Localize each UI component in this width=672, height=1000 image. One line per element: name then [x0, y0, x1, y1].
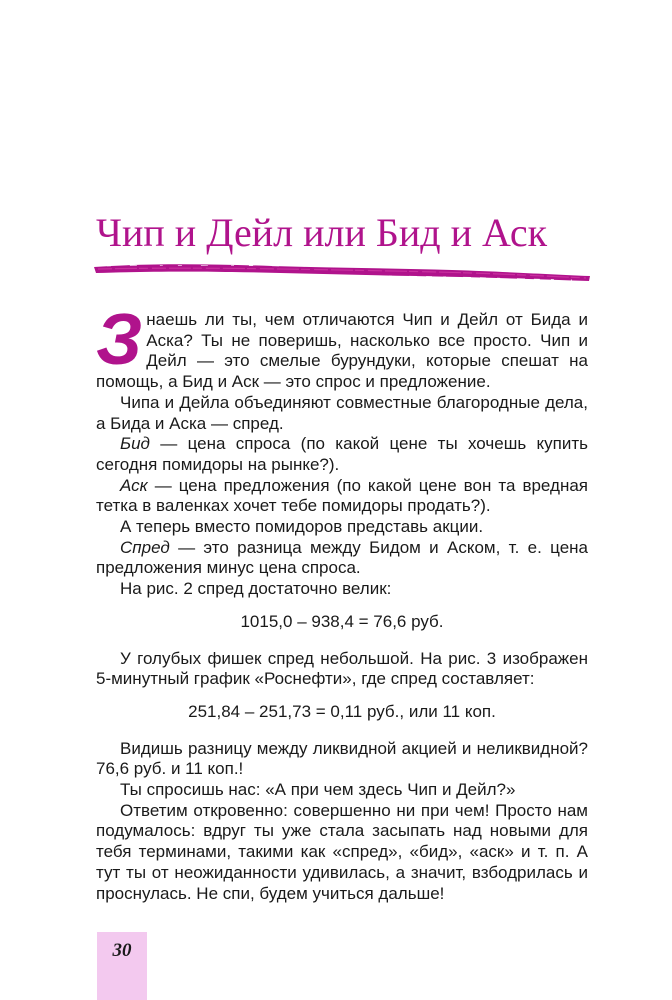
brush-stroke-divider — [92, 258, 592, 286]
paragraph-text: — это разница между Бидом и Аском, т. е. цена предложения минус цена спроса. — [96, 537, 588, 578]
paragraph: Видишь разницу между ликвидной акцией и неликвидной? 76,6 руб. и 11 коп.! — [96, 738, 588, 779]
paragraph-text: — цена предложения (по какой цене вон та вредная тетка в валенках хочет тебе помидоры продать?). — [96, 475, 588, 516]
paragraph-text: — цена спроса (по какой цене ты хочешь купить сегодня помидоры на рынке?). — [96, 434, 588, 474]
paragraph: А теперь вместо помидоров представь акции. — [120, 517, 484, 537]
paragraph-text: наешь ли ты, чем отличаются Чип и Дейл от Бида и Аска? Ты не поверишь, насколько все просто. Чип и Дейл — это смелые бурундуки, которые спешат на помощь, а Бид и Аск — это спрос и предложение. — [96, 310, 588, 392]
paragraph: Чипа и Дейла объединяют совместные благородные дела, а Бида и Аска — спред. — [96, 392, 588, 433]
page-title: Чип и Дейл или Бид и Аск — [96, 210, 548, 255]
formula: 251,84 – 251,73 = 0,11 руб., или 11 коп. — [188, 701, 496, 721]
paragraph: Ответим откровенно: совершенно ни при чем! Просто нам подумалось: вдруг ты уже стала засыпать над новыми для тебя терминами, такими как «спред», «бид», «аск» и т. п. А тут ты от неожиданности удивилась, а значит, взбодрилась и проснулась. Не спи, будем учиться дальше! — [96, 800, 588, 903]
paragraph — [96, 300, 588, 393]
term-bid: Бид — [120, 434, 150, 454]
article-text — [96, 300, 588, 904]
term-ask: Аск — [120, 475, 148, 495]
drop-cap: З — [96, 300, 143, 380]
page-number-box — [97, 932, 147, 1000]
paragraph — [96, 538, 588, 579]
paragraph: На рис. 2 спред достаточно велик: — [120, 579, 392, 599]
paragraph: Ты спросишь нас: «А при чем здесь Чип и Дейл?» — [120, 780, 516, 800]
paragraph — [96, 434, 588, 475]
page-number: 30 — [112, 940, 132, 961]
paragraph: У голубых фишек спред небольшой. На рис. 3 изображен 5-минутный график «Роснефти», где спред составляет: — [96, 648, 588, 689]
formula: 1015,0 – 938,4 = 76,6 руб. — [240, 611, 444, 631]
term-spread: Спред — [120, 537, 170, 557]
paragraph — [96, 476, 588, 517]
